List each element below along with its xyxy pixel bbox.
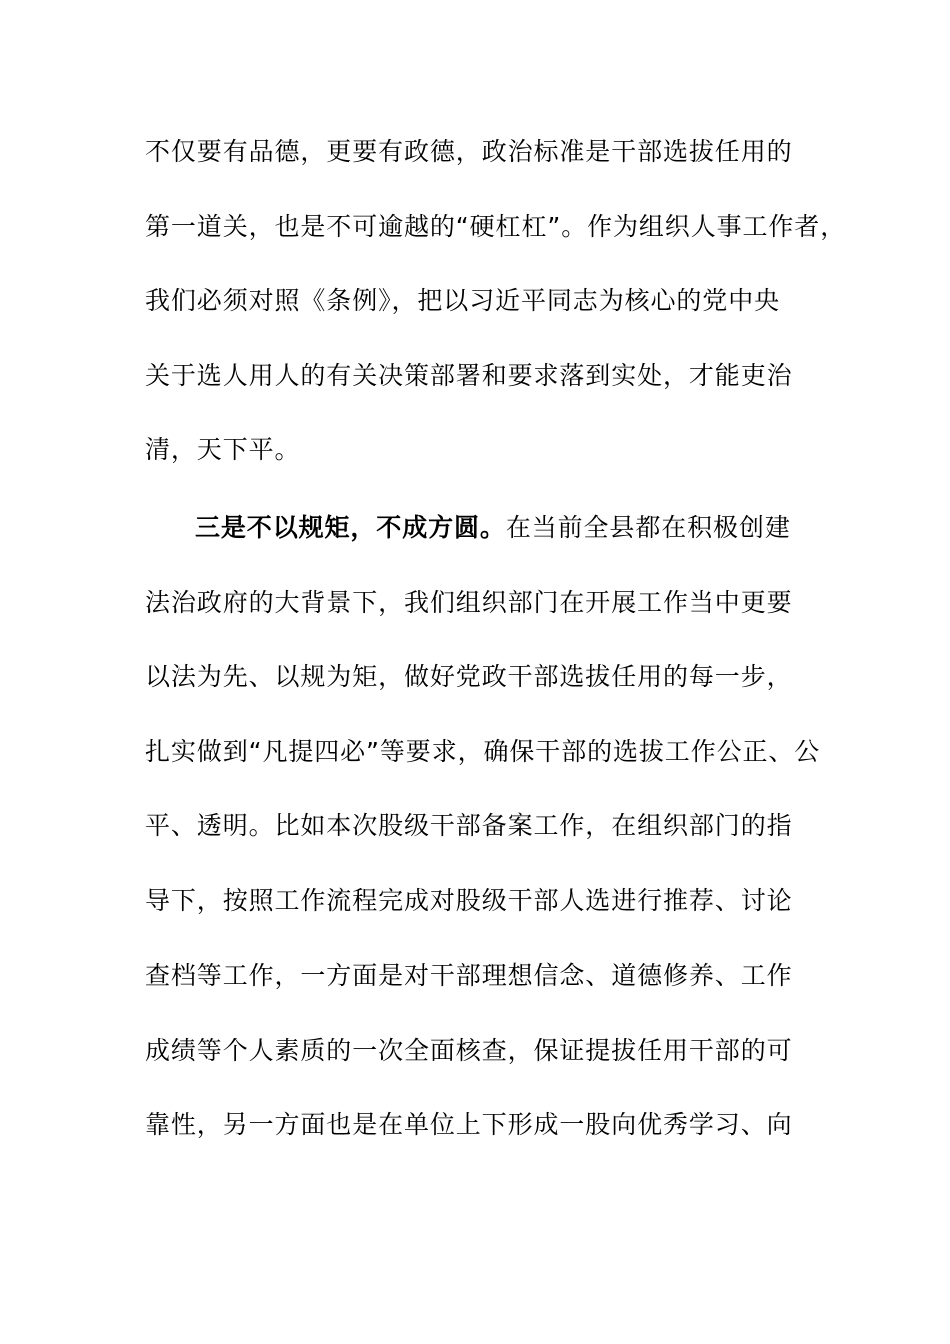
text-line: 成绩等个人素质的一次全面核查，保证提拔任用干部的可 [145, 1036, 793, 1065]
text-line: 法治政府的大背景下，我们组织部门在开展工作当中更要 [145, 588, 793, 617]
text-line: 不仅要有品德，更要有政德，政治标准是干部选拔任用的 [145, 137, 793, 166]
text-line: 第一道关，也是不可逾越的“硬杠杠”。作为组织人事工作者， [145, 212, 847, 241]
text-line: 扎实做到“凡提四必”等要求，确保干部的选拔工作公正、公 [145, 737, 821, 766]
text-line: 以法为先、以规为矩，做好党政干部选拔任用的每一步， [145, 662, 793, 691]
text-line: 我们必须对照《条例》，把以习近平同志为核心的党中央 [145, 286, 781, 315]
paragraph-first-line [195, 513, 791, 543]
text-line: 查档等工作，一方面是对干部理想信念、道德修养、工作 [145, 961, 793, 990]
text-line: 关于选人用人的有关决策部署和要求落到实处，才能吏治 [145, 361, 793, 390]
text-line: 导下，按照工作流程完成对股级干部人选进行推荐、讨论 [145, 886, 793, 915]
heading-line-text: 在当前全县都在积极创建 [505, 513, 791, 542]
text-line: 平、透明。比如本次股级干部备案工作，在组织部门的指 [145, 811, 793, 840]
text-line: 清，天下平。 [145, 435, 301, 464]
text-line: 靠性，另一方面也是在单位上下形成一股向优秀学习、向 [145, 1110, 793, 1139]
section-heading: 三是不以规矩，不成方圆。 [195, 513, 506, 542]
